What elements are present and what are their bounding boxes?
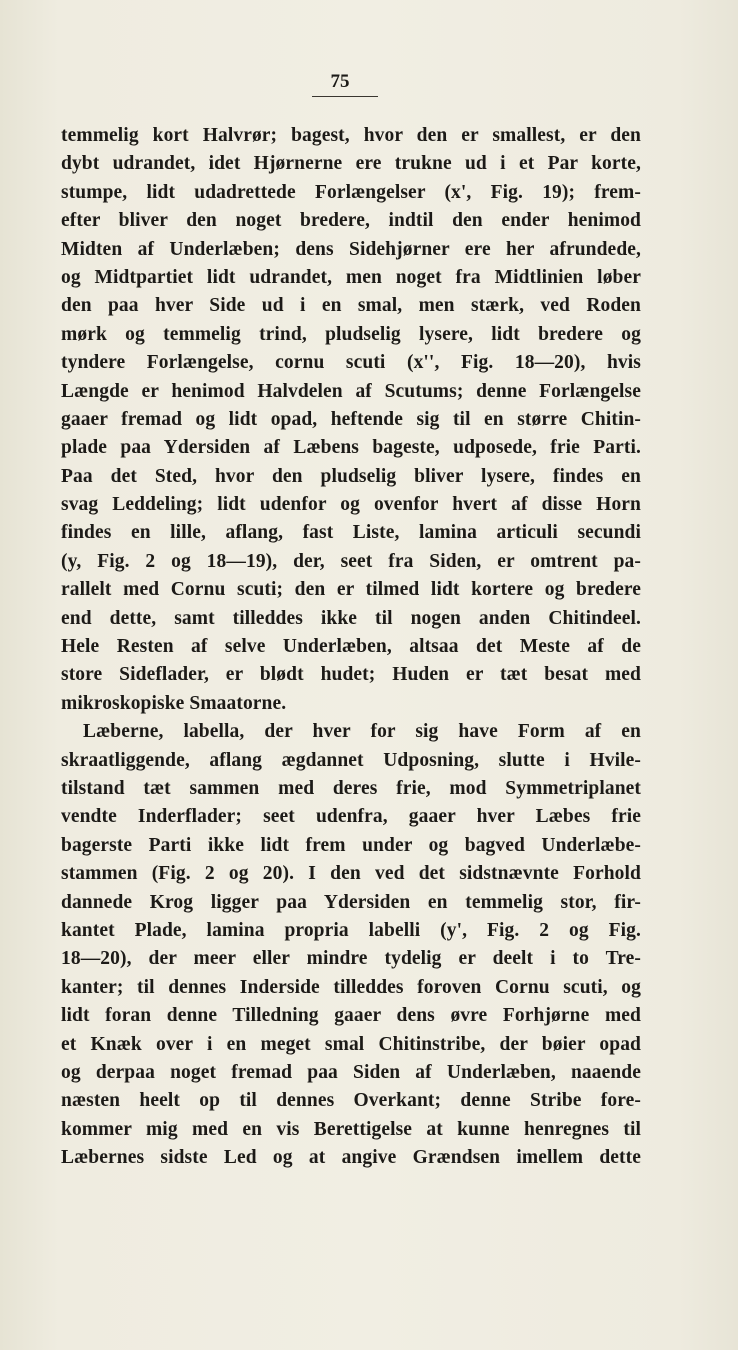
text-line-25: vendte Inderflader; seet udenfra, gaaer hver Læbes frie xyxy=(61,806,641,828)
text-line-32: lidt foran denne Tilledning gaaer dens øvre Forhjørne med xyxy=(61,1005,641,1027)
text-line-4: efter bliver den noget bredere, indtil den ender henimod xyxy=(61,210,641,232)
text-line-8: mørk og temmelig trind, pludselig lysere, lidt bredere og xyxy=(61,323,641,345)
text-line-15: findes en lille, aflang, fast Liste, lamina articuli secundi xyxy=(61,522,641,544)
text-line-33: et Knæk over i en meget smal Chitinstribe, der bøier opad xyxy=(61,1033,641,1055)
text-line-22: Læberne, labella, der hver for sig have Form af en xyxy=(83,721,641,743)
page-number-rule xyxy=(312,96,378,97)
page-number: 75 xyxy=(330,71,350,92)
text-line-26: bagerste Parti ikke lidt frem under og bagved Underlæbe- xyxy=(61,834,641,856)
text-line-37: Læbernes sidste Led og at angive Grændsen imellem dette xyxy=(61,1147,641,1169)
text-line-20: store Sideflader, er blødt hudet; Huden er tæt besat med xyxy=(61,664,641,686)
text-line-11: gaaer fremad og lidt opad, heftende sig til en større Chitin- xyxy=(61,408,641,430)
text-line-24: tilstand tæt sammen med deres frie, mod Symmetriplanet xyxy=(61,777,641,799)
text-line-29: kantet Plade, lamina propria labelli (y', Fig. 2 og Fig. xyxy=(61,919,641,941)
text-line-30: 18—20), der meer eller mindre tydelig er deelt i to Tre- xyxy=(61,948,641,970)
text-line-12: plade paa Ydersiden af Læbens bageste, udposede, frie Parti. xyxy=(61,437,641,459)
text-line-2: dybt udrandet, idet Hjørnerne ere trukne ud i et Par korte, xyxy=(61,153,641,175)
text-line-10: Længde er henimod Halvdelen af Scutums; denne Forlængelse xyxy=(61,380,641,402)
text-line-3: stumpe, lidt udadrettede Forlængelser (x', Fig. 19); frem- xyxy=(61,181,641,203)
text-line-21: mikroskopiske Smaatorne. xyxy=(61,692,287,714)
text-line-7: den paa hver Side ud i en smal, men stærk, ved Roden xyxy=(61,295,641,317)
text-line-36: kommer mig med en vis Berettigelse at kunne henregnes til xyxy=(61,1118,641,1140)
text-line-13: Paa det Sted, hvor den pludselig bliver lysere, findes en xyxy=(61,465,641,487)
text-line-6: og Midtpartiet lidt udrandet, men noget fra Midtlinien løber xyxy=(61,266,641,288)
text-line-18: end dette, samt tilleddes ikke til nogen anden Chitindeel. xyxy=(61,607,641,629)
text-line-31: kanter; til dennes Inderside tilleddes foroven Cornu scuti, og xyxy=(61,976,641,998)
text-line-9: tyndere Forlængelse, cornu scuti (x'', Fig. 18—20), hvis xyxy=(61,352,641,374)
body-text xyxy=(61,122,641,1172)
text-line-35: næsten heelt op til dennes Overkant; denne Stribe fore- xyxy=(61,1090,641,1112)
text-line-5: Midten af Underlæben; dens Sidehjørner ere her afrundede, xyxy=(61,238,641,260)
text-line-16: (y, Fig. 2 og 18—19), der, seet fra Siden, er omtrent pa- xyxy=(61,550,641,572)
text-line-23: skraatliggende, aflang ægdannet Udposning, slutte i Hvile- xyxy=(61,749,641,771)
text-line-28: dannede Krog ligger paa Ydersiden en temmelig stor, fir- xyxy=(61,891,641,913)
text-line-14: svag Leddeling; lidt udenfor og ovenfor hvert af disse Horn xyxy=(61,494,641,516)
text-line-34: og derpaa noget fremad paa Siden af Underlæben, naaende xyxy=(61,1061,641,1083)
text-line-27: stammen (Fig. 2 og 20). I den ved det sidstnævnte Forhold xyxy=(61,863,641,885)
text-line-17: rallelt med Cornu scuti; den er tilmed lidt kortere og bredere xyxy=(61,579,641,601)
text-line-19: Hele Resten af selve Underlæben, altsaa det Meste af de xyxy=(61,636,641,658)
text-line-1: temmelig kort Halvrør; bagest, hvor den er smallest, er den xyxy=(61,125,641,146)
